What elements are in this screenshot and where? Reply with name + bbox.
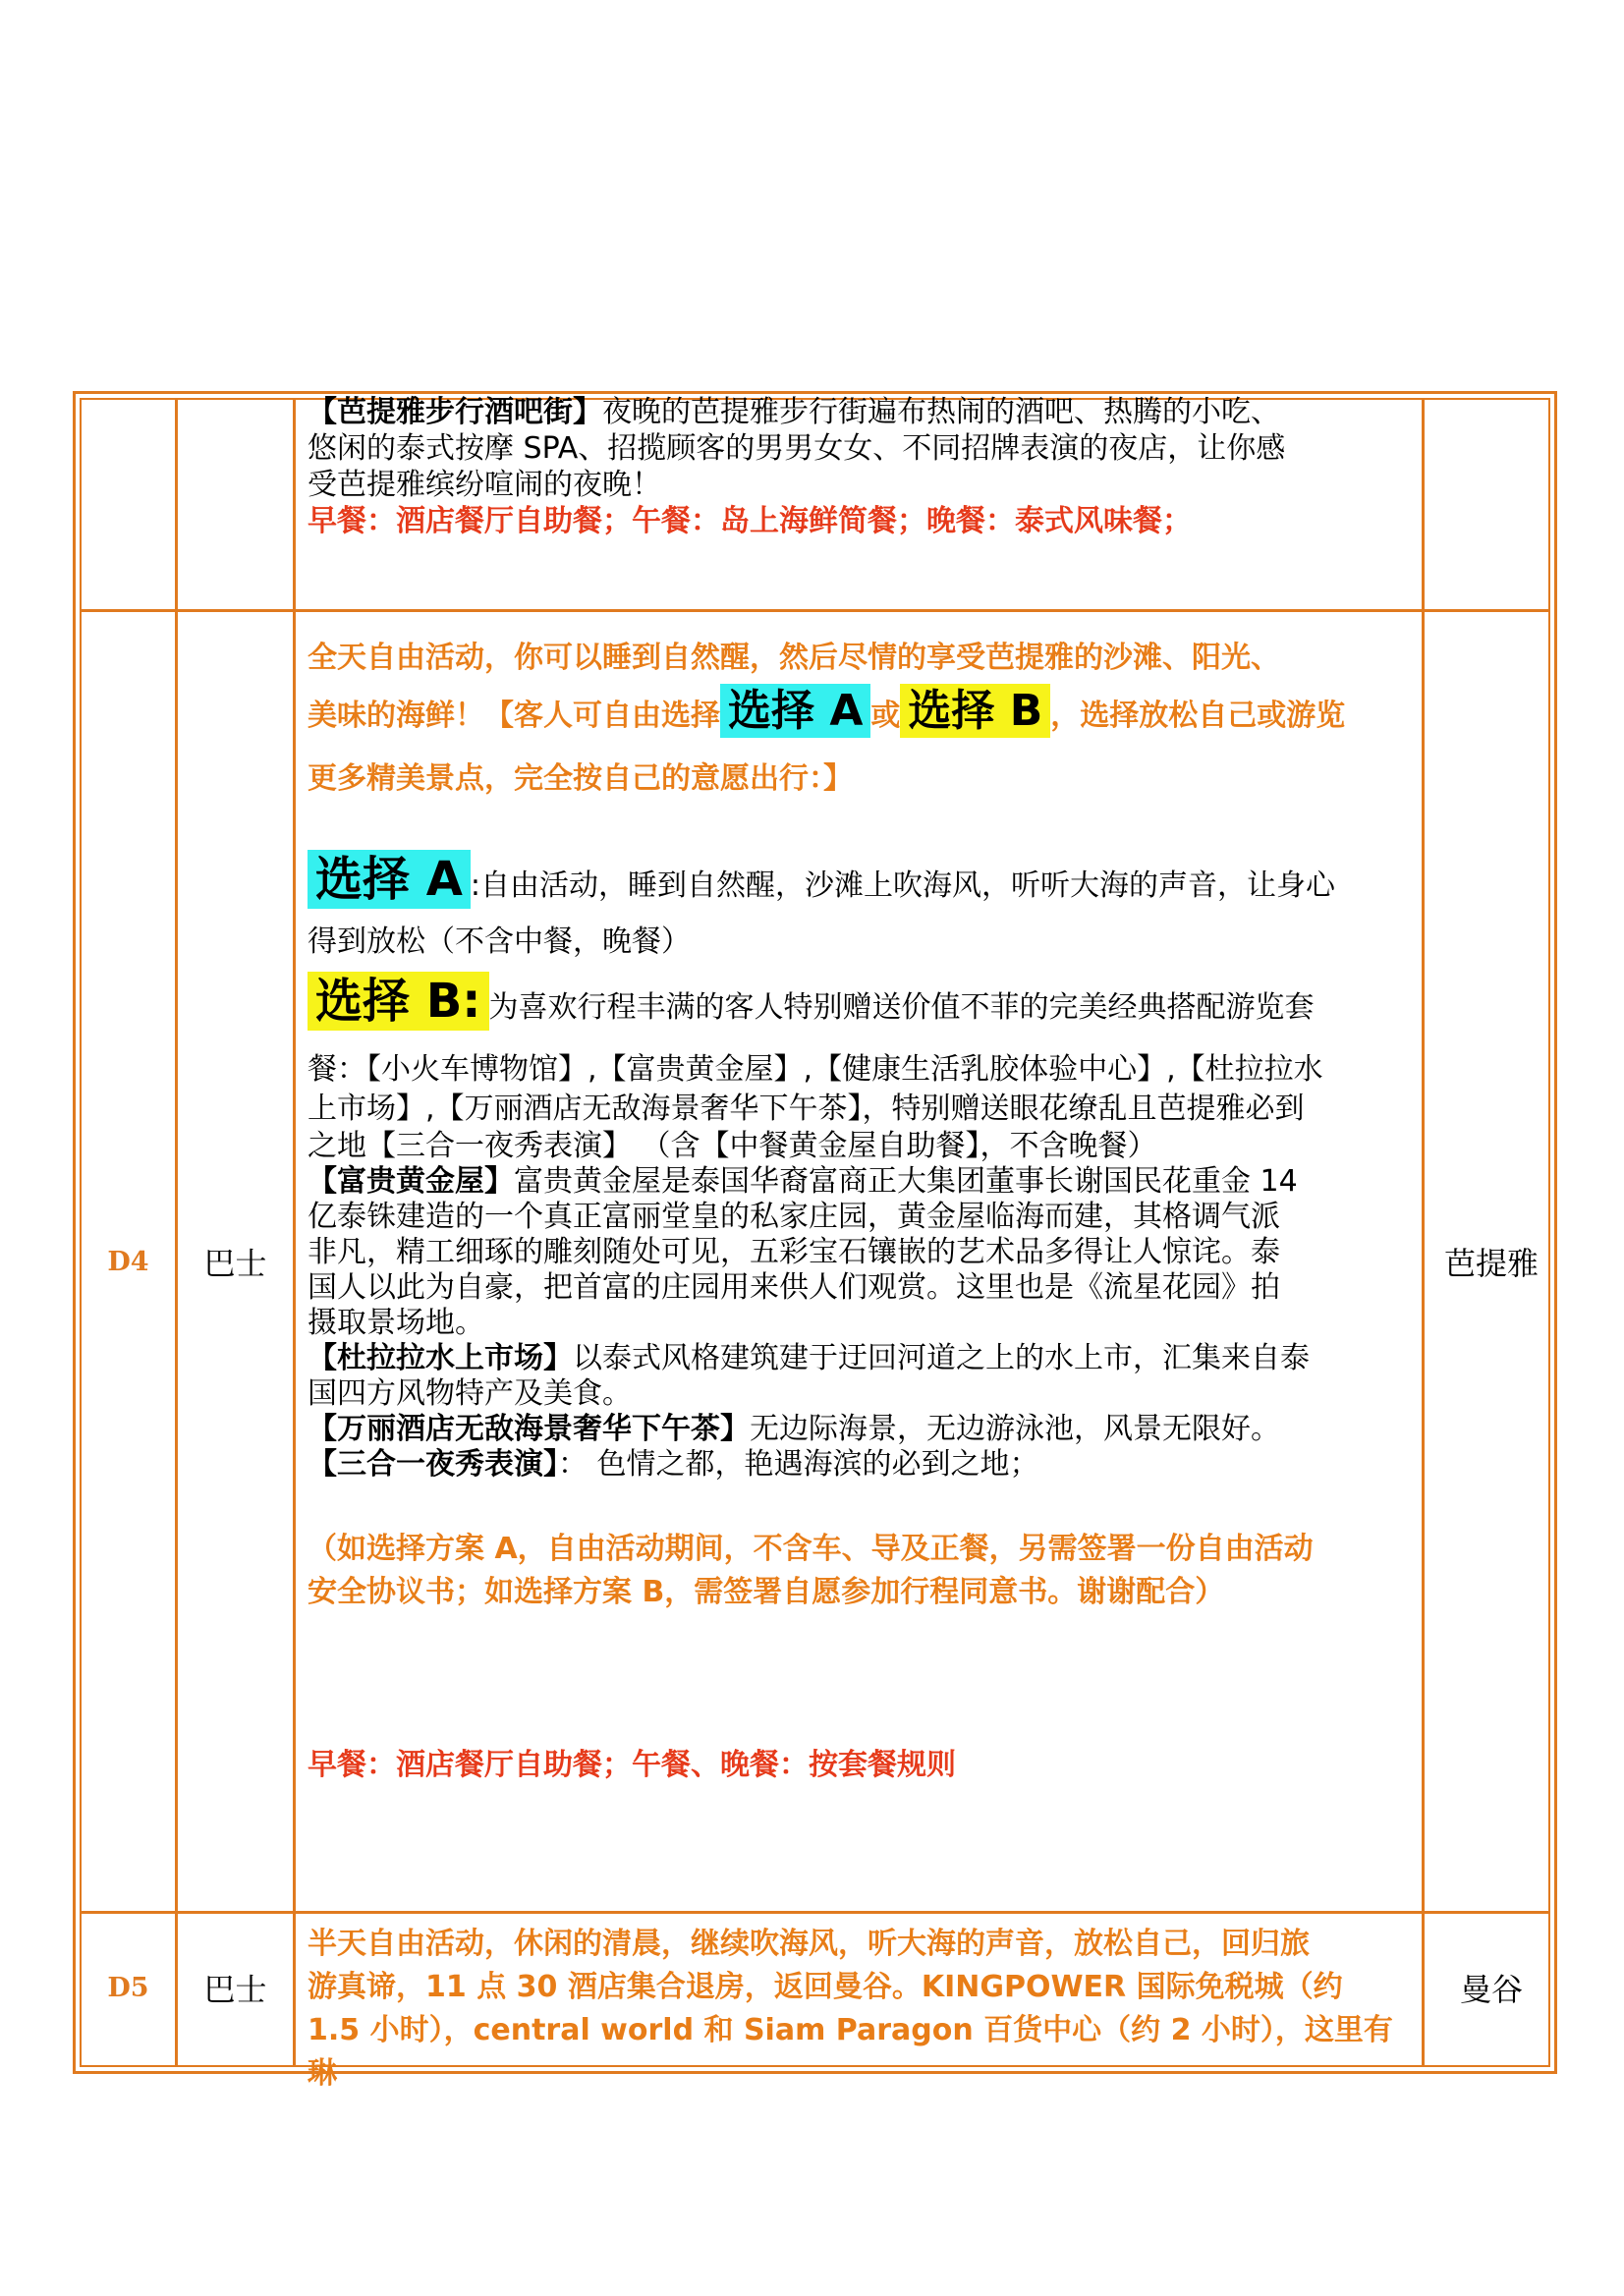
d4-intro-line-3: 更多精美景点，完全按自己的意愿出行：】 [308,761,853,796]
transport-d5: 巴士 [203,1971,267,2008]
itinerary-table [73,391,1557,2091]
row-divider-1 [82,609,1548,612]
d4-note-2: 安全协议书；如选择方案 B，需签署自愿参加行程同意书。谢谢配合） [308,1575,1225,1609]
d5-line-2: 游真谛，11 点 30 酒店集合退房，返回曼谷。KINGPOWER 国际免税城（约 [308,1970,1343,2004]
sight-title-golden-house: 【富贵黄金屋】 [308,1164,514,1199]
d4-intro-line-2b: ，选择放松自己或游览 [1050,699,1346,733]
option-a-text-2: 得到放松（不含中餐，晚餐） [308,924,691,959]
sight-title-floating-market: 【杜拉拉水上市场】 [308,1341,573,1375]
sight-text-night-show: ： 色情之都，艳遇海滨的必到之地； [558,1447,1039,1482]
d5-line-1: 半天自由活动，休闲的清晨，继续吹海风，听大海的声音，放松自己，回归旅 [308,1927,1310,1961]
continuation-line-3: 受芭提雅缤纷喧闹的夜晚！ [308,468,661,502]
col-divider-2 [293,400,296,2065]
transport-d4: 巴士 [203,1245,267,1282]
sight-text-floating-market-1: 以泰式风格建筑建于迂回河道之上的水上市，汇集来自泰 [573,1341,1310,1375]
d5-content [308,1923,1418,2096]
d4-intro-line-2a: 美味的海鲜！【客人可自由选择 [308,699,720,733]
choice-b-badge: 选择 B [900,684,1050,738]
d4-note-1: （如选择方案 A，自由活动期间，不含车、导及正餐，另需签署一份自由活动 [308,1532,1314,1566]
option-b-text-3: 上市场】,【万丽酒店无敌海景奢华下午茶】，特别赠送眼花缭乱且芭提雅必到 [308,1092,1305,1126]
sight-title-night-show: 【三合一夜秀表演】 [308,1447,558,1482]
d4-meals: 早餐：酒店餐厅自助餐；午餐、晚餐：按套餐规则 [308,1748,956,1782]
sight-text-golden-house-3: 非凡，精工细琢的雕刻随处可见，五彩宝石镶嵌的艺术品多得让人惊诧。泰 [308,1235,1280,1269]
sight-text-golden-house-5: 摄取景场地。 [308,1306,484,1340]
or-text: 或 [870,699,901,733]
d4-content [308,636,1418,1787]
sight-text-floating-market-2: 国四方风物特产及美食。 [308,1376,632,1411]
d4-intro-line-1: 全天自由活动，你可以睡到自然醒，然后尽情的享受芭提雅的沙滩、阳光、 [308,641,1280,675]
venue-text-walking-street: 夜晚的芭提雅步行街遍布热闹的酒吧、热腾的小吃、 [602,395,1280,429]
day-label-d5: D5 [107,1972,149,2003]
meals-line-prev-day: 早餐：酒店餐厅自助餐；午餐：岛上海鲜简餐；晚餐：泰式风味餐； [308,504,1192,538]
day-label-d4: D4 [107,1246,149,1277]
option-a-text-1: :自由活动，睡到自然醒，沙滩上吹海风，听听大海的声音，让身心 [470,868,1335,903]
option-b-text-4: 之地【三合一夜秀表演】 （含【中餐黄金屋自助餐】，不含晚餐） [308,1129,1157,1163]
sight-title-afternoon-tea: 【万丽酒店无敌海景奢华下午茶】 [308,1412,750,1446]
option-a-label: 选择 A [308,850,471,909]
city-d5: 曼谷 [1459,1971,1523,2008]
option-b-text-2: 餐：【小火车博物馆】,【富贵黄金屋】,【健康生活乳胶体验中心】,【杜拉拉水 [308,1052,1323,1087]
row-continuation-content [308,394,1418,539]
sight-text-golden-house-1: 富贵黄金屋是泰国华裔富商正大集团董事长谢国民花重金 14 [514,1164,1298,1199]
itinerary-table-inner [80,395,1550,2091]
sight-text-golden-house-4: 国人以此为自豪，把首富的庄园用来供人们观赏。这里也是《流星花园》拍 [308,1270,1280,1305]
row-divider-2 [82,1911,1548,1914]
venue-title-walking-street: 【芭提雅步行酒吧街】 [308,395,602,429]
sight-text-golden-house-2: 亿泰铢建造的一个真正富丽堂皇的私家庄园，黄金屋临海而建，其格调气派 [308,1200,1280,1234]
choice-a-badge: 选择 A [720,684,870,738]
d5-line-3: 1.5 小时），central world 和 Siam Paragon 百货中心（约 2 小时），这里有琳 [308,2013,1393,2091]
option-b-text-1: 为喜欢行程丰满的客人特别赠送价值不菲的完美经典搭配游览套 [488,990,1315,1025]
option-b-label: 选择 B: [308,972,489,1031]
sight-text-afternoon-tea: 无边际海景，无边游泳池，风景无限好。 [750,1412,1280,1446]
continuation-line-2: 悠闲的泰式按摩 SPA、招揽顾客的男男女女、不同招牌表演的夜店，让你感 [308,431,1286,466]
city-d4: 芭提雅 [1443,1245,1539,1282]
